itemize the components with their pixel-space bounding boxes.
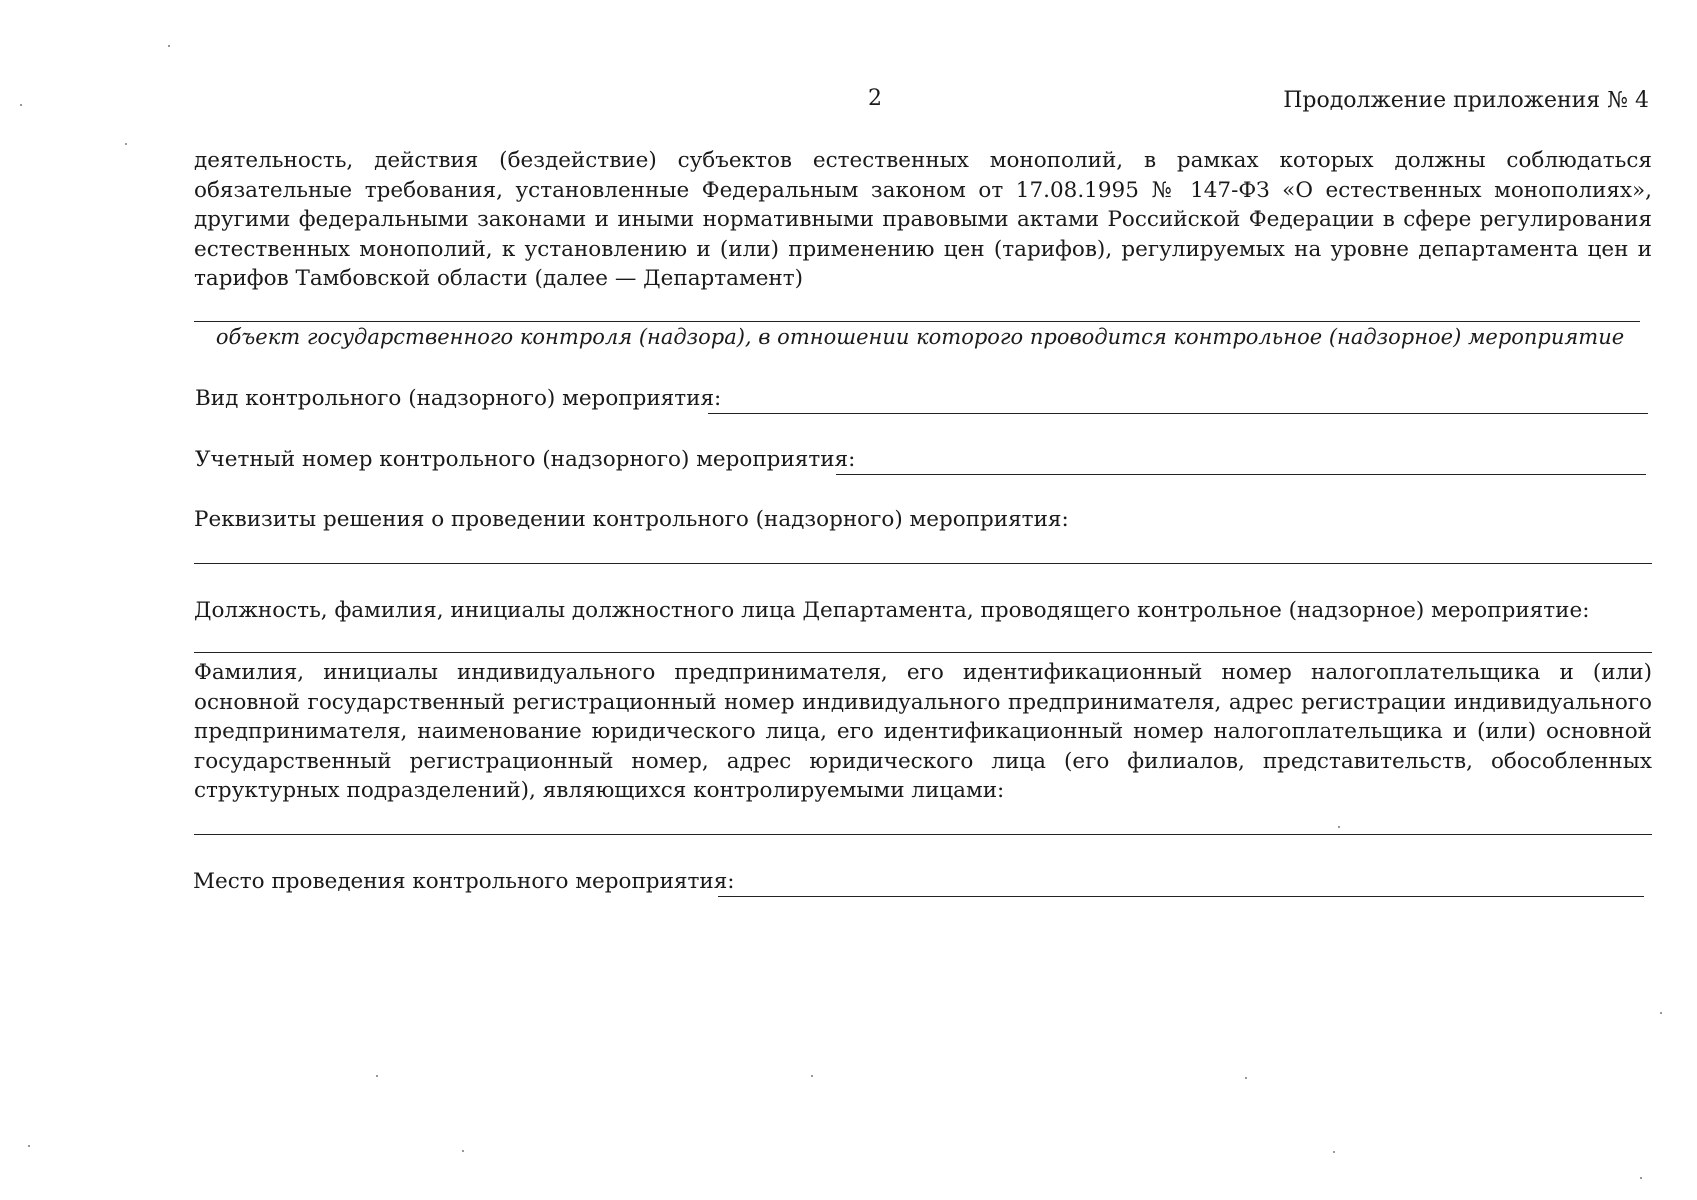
scan-speck xyxy=(1338,826,1340,828)
scan-speck xyxy=(125,143,127,145)
scan-speck xyxy=(28,1145,30,1147)
decision-details-line xyxy=(194,563,1652,564)
location-label: Место проведения контрольного мероприятия: xyxy=(193,869,735,894)
official-label: Должность, фамилия, инициалы должностного лица Департамента, проводящего контрольное (надзорное) мероприятие: xyxy=(194,598,1590,623)
scan-speck xyxy=(462,1150,464,1152)
scan-speck xyxy=(20,104,22,106)
scan-speck xyxy=(168,45,170,47)
object-underline xyxy=(194,321,1640,322)
account-number-label: Учетный номер контрольного (надзорного) мероприятия: xyxy=(195,447,856,472)
intro-paragraph: деятельность, действия (бездействие) субъектов естественных монополий, в рамках которых должны соблюдаться обязательные требования, установленные Федеральным законом от 17.08.1995 № 147-ФЗ «О естественных монополиях», другими федеральными законами и иными нормативными правовыми актами Российской Федерации в сфере регулирования естественных монополий, к установлению и (или) применению цен (тарифов), регулируемых на уровне департамента цен и тарифов Тамбовской области (далее — Департамент) xyxy=(194,148,1652,291)
controlled-persons-label: Фамилия, инициалы индивидуального предпринимателя, его идентификационный номер налогоплательщика и (или) основной государственный регистрационный номер индивидуального предпринимателя, адрес регистрации индивидуального предпринимателя, наименование юридического лица, его идентификационный номер налогоплательщика и (или) основной государственный регистрационный номер, адрес юридического лица (его филиалов, представительств, обособленных структурных подразделений), являющихся контролируемыми лицами: xyxy=(194,660,1652,803)
official-line xyxy=(194,652,1652,653)
scan-speck xyxy=(376,1075,378,1077)
scan-speck xyxy=(1333,1151,1335,1153)
account-number-line xyxy=(836,474,1646,475)
scan-speck xyxy=(1640,1177,1642,1179)
decision-details-label: Реквизиты решения о проведении контрольного (надзорного) мероприятия: xyxy=(194,507,1069,532)
page-number: 2 xyxy=(868,86,882,111)
scan-speck xyxy=(811,1075,813,1077)
continuation-header: Продолжение приложения № 4 xyxy=(1283,88,1649,113)
controlled-persons-line xyxy=(194,834,1652,835)
event-type-line xyxy=(708,413,1648,414)
location-line xyxy=(718,896,1644,897)
scan-speck xyxy=(1660,1012,1662,1014)
event-type-label: Вид контрольного (надзорного) мероприятия: xyxy=(195,386,722,411)
object-caption: объект государственного контроля (надзора), в отношении которого проводится контрольное (надзорное) мероприятие xyxy=(215,325,1625,349)
scan-speck xyxy=(1245,1077,1247,1079)
